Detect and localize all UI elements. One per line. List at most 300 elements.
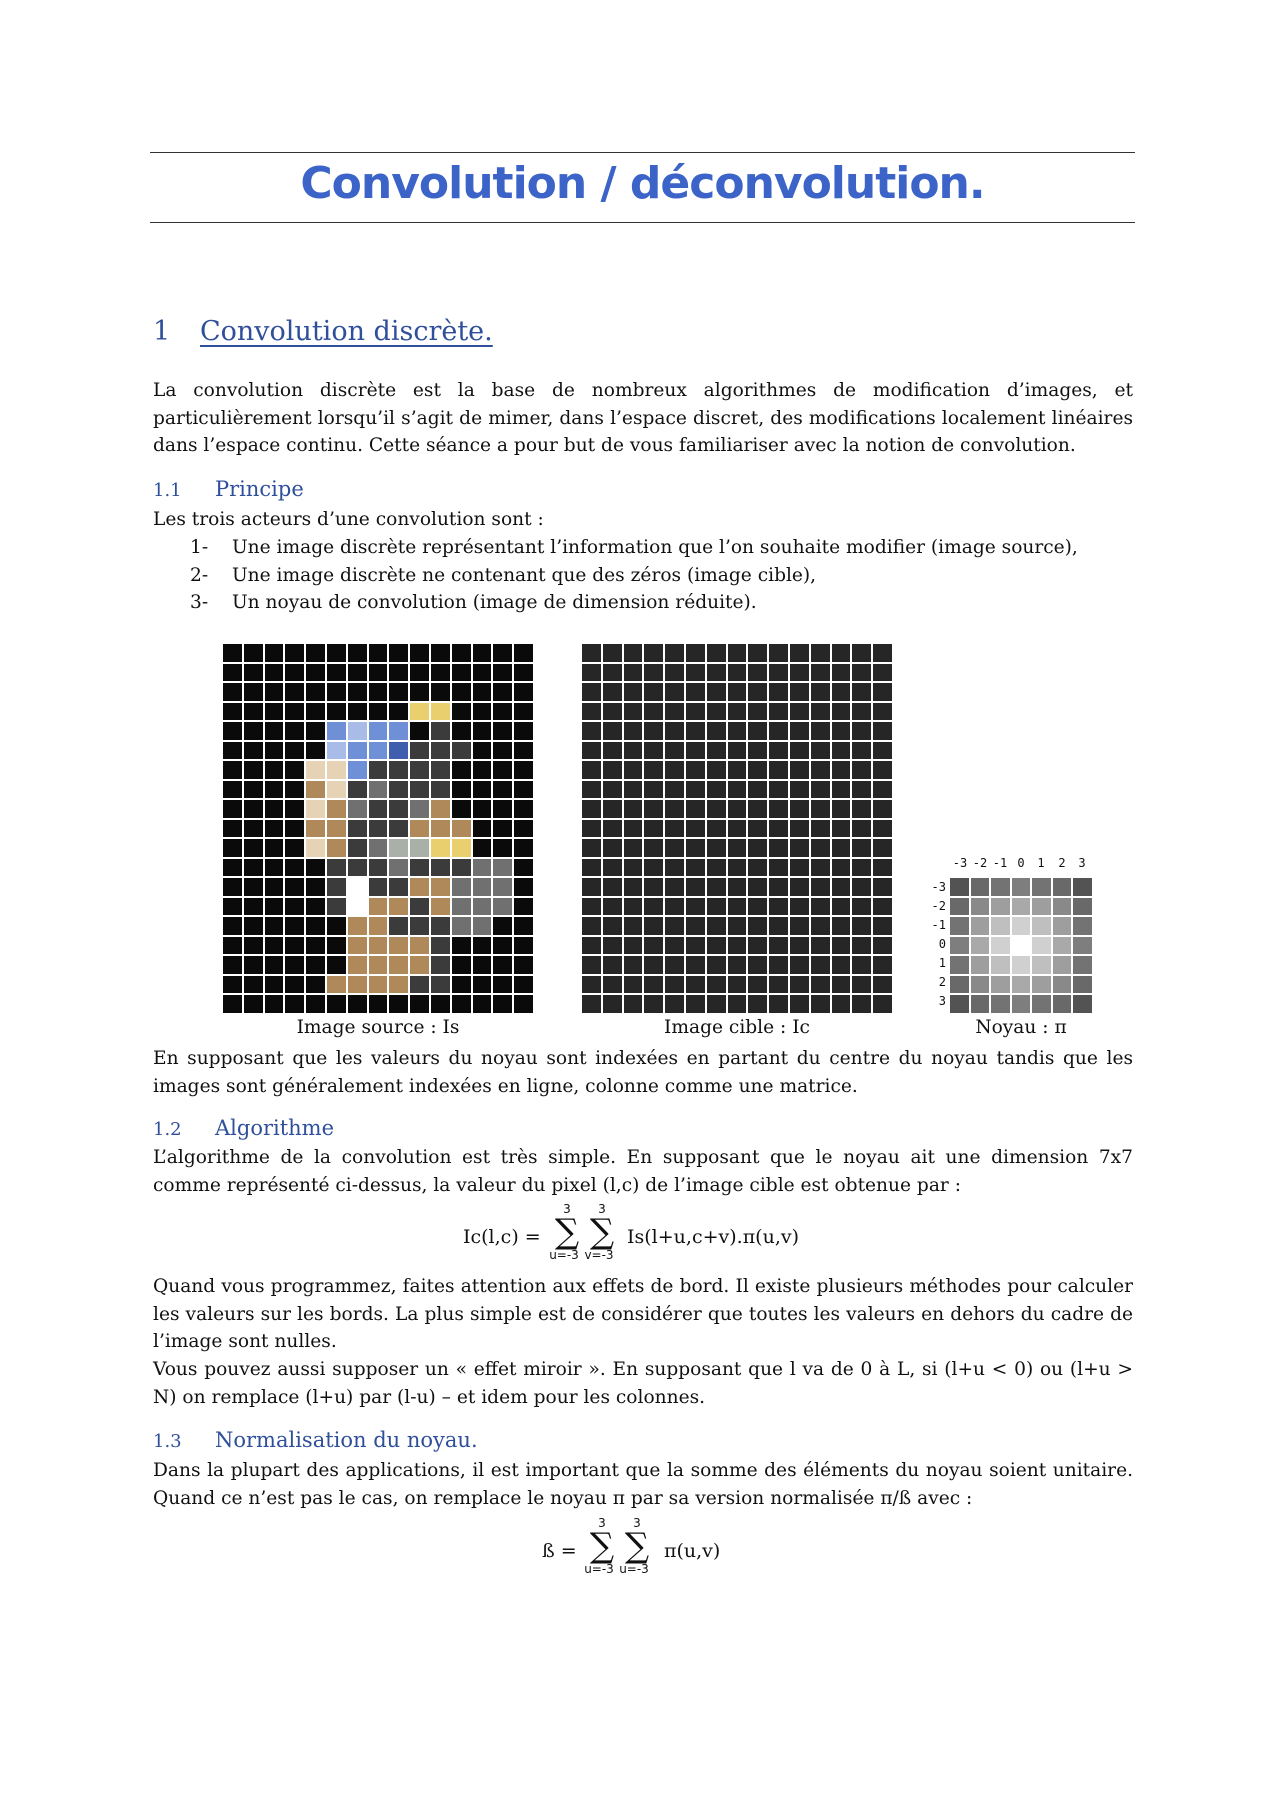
source-pixel — [369, 683, 388, 701]
target-pixel — [686, 664, 705, 682]
target-pixel — [728, 917, 747, 935]
source-pixel — [410, 820, 429, 838]
source-pixel — [223, 703, 242, 721]
source-pixel — [410, 781, 429, 799]
target-pixel — [728, 976, 747, 994]
target-pixel — [873, 859, 892, 877]
target-pixel — [624, 722, 643, 740]
source-pixel — [493, 781, 512, 799]
source-pixel — [369, 995, 388, 1013]
source-pixel — [369, 976, 388, 994]
kernel-cell — [950, 878, 969, 896]
target-pixel — [603, 995, 622, 1013]
source-pixel — [493, 742, 512, 760]
target-pixel — [873, 956, 892, 974]
target-pixel — [665, 664, 684, 682]
target-pixel — [769, 664, 788, 682]
kernel-cell — [950, 937, 969, 955]
source-pixel — [452, 820, 471, 838]
target-pixel — [582, 644, 601, 662]
source-pixel — [265, 878, 284, 896]
target-pixel — [644, 664, 663, 682]
source-pixel — [265, 722, 284, 740]
source-pixel — [514, 976, 533, 994]
source-pixel — [389, 839, 408, 857]
source-pixel — [473, 722, 492, 740]
target-pixel — [852, 859, 871, 877]
target-pixel — [852, 917, 871, 935]
source-pixel — [348, 820, 367, 838]
target-pixel — [832, 664, 851, 682]
target-pixel — [790, 742, 809, 760]
source-pixel — [369, 937, 388, 955]
target-pixel — [790, 664, 809, 682]
source-pixel — [410, 742, 429, 760]
normalization-para: Dans la plupart des applications, il est important que la somme des éléments du noyau soient unitaire. Quand ce n’est pas le cas, on remplace le noyau π par sa version normalisée π/ß avec : — [153, 1460, 1133, 1509]
source-pixel — [306, 800, 325, 818]
target-pixel — [665, 722, 684, 740]
target-pixel — [769, 995, 788, 1013]
target-pixel — [852, 644, 871, 662]
target-pixel — [686, 781, 705, 799]
source-pixel — [389, 820, 408, 838]
target-pixel — [811, 820, 830, 838]
target-pixel — [624, 898, 643, 916]
target-pixel — [603, 820, 622, 838]
kernel-cell — [950, 995, 969, 1013]
target-pixel — [769, 781, 788, 799]
source-pixel — [473, 839, 492, 857]
target-pixel — [748, 820, 767, 838]
source-pixel — [348, 859, 367, 877]
target-pixel — [790, 937, 809, 955]
target-pixel — [811, 703, 830, 721]
kernel-cell — [991, 956, 1010, 974]
source-pixel — [410, 839, 429, 857]
kernel-col-label: 3 — [1078, 856, 1086, 870]
source-pixel — [223, 956, 242, 974]
target-pixel — [873, 820, 892, 838]
kernel-cell — [950, 917, 969, 935]
source-pixel — [244, 859, 263, 877]
source-pixel — [327, 644, 346, 662]
target-pixel — [852, 956, 871, 974]
source-pixel — [410, 800, 429, 818]
target-pixel — [873, 722, 892, 740]
target-pixel — [769, 976, 788, 994]
source-pixel — [265, 859, 284, 877]
source-pixel — [431, 878, 450, 896]
sum-upper-bound: 3 — [633, 1516, 641, 1530]
source-pixel — [369, 800, 388, 818]
kernel-cell — [1012, 917, 1031, 935]
source-pixel — [244, 898, 263, 916]
target-pixel — [624, 956, 643, 974]
source-pixel — [389, 917, 408, 935]
target-pixel — [769, 742, 788, 760]
source-pixel — [265, 839, 284, 857]
target-pixel — [644, 937, 663, 955]
target-pixel — [748, 917, 767, 935]
source-pixel — [306, 761, 325, 779]
source-pixel — [348, 937, 367, 955]
target-pixel — [603, 683, 622, 701]
target-pixel — [603, 839, 622, 857]
source-pixel — [223, 937, 242, 955]
target-pixel — [728, 839, 747, 857]
target-pixel — [769, 859, 788, 877]
source-pixel — [265, 800, 284, 818]
source-pixel — [389, 976, 408, 994]
target-pixel — [769, 761, 788, 779]
target-pixel — [852, 937, 871, 955]
target-pixel — [665, 820, 684, 838]
target-pixel — [790, 722, 809, 740]
target-pixel — [603, 781, 622, 799]
source-pixel — [473, 683, 492, 701]
target-pixel — [582, 800, 601, 818]
source-pixel — [473, 644, 492, 662]
kernel-col-label: -2 — [972, 856, 988, 870]
source-pixel — [265, 703, 284, 721]
source-pixel — [389, 800, 408, 818]
kernel-cell — [1032, 995, 1051, 1013]
kernel-row-label: -3 — [931, 880, 946, 894]
source-pixel — [223, 742, 242, 760]
source-pixel — [327, 859, 346, 877]
kernel-cell — [1032, 937, 1051, 955]
source-pixel — [265, 898, 284, 916]
target-pixel — [686, 976, 705, 994]
target-pixel — [665, 839, 684, 857]
kernel-cell — [950, 956, 969, 974]
target-pixel — [873, 703, 892, 721]
sum-upper-bound: 3 — [598, 1202, 606, 1216]
source-pixel — [244, 781, 263, 799]
target-pixel — [707, 937, 726, 955]
source-pixel — [389, 878, 408, 896]
source-pixel — [389, 956, 408, 974]
target-pixel — [624, 859, 643, 877]
subsection-1-2-title: Algorithme — [215, 1116, 335, 1140]
source-pixel — [285, 703, 304, 721]
target-pixel — [873, 878, 892, 896]
target-pixel — [665, 976, 684, 994]
source-pixel — [410, 937, 429, 955]
source-pixel — [493, 995, 512, 1013]
source-pixel — [327, 683, 346, 701]
source-pixel — [306, 722, 325, 740]
target-pixel — [790, 800, 809, 818]
target-pixel — [624, 742, 643, 760]
sigma-glyph: ∑ — [554, 1212, 580, 1252]
sum-symbol — [617, 1516, 657, 1576]
target-pixel — [728, 742, 747, 760]
target-pixel — [582, 761, 601, 779]
target-pixel — [811, 878, 830, 896]
source-pixel — [473, 878, 492, 896]
source-pixel — [369, 781, 388, 799]
source-pixel — [410, 644, 429, 662]
target-pixel — [832, 644, 851, 662]
source-pixel — [452, 761, 471, 779]
target-pixel — [644, 859, 663, 877]
kernel-row-label: 3 — [938, 994, 946, 1008]
source-pixel — [265, 781, 284, 799]
target-pixel — [769, 898, 788, 916]
source-pixel — [410, 761, 429, 779]
source-pixel — [473, 859, 492, 877]
target-caption: Image cible : Ic — [664, 1017, 810, 1038]
target-pixel — [728, 995, 747, 1013]
source-pixel — [306, 644, 325, 662]
source-pixel — [452, 703, 471, 721]
kernel-row-label: -1 — [931, 918, 946, 932]
target-pixel — [790, 976, 809, 994]
source-pixel — [389, 664, 408, 682]
target-pixel — [603, 742, 622, 760]
kernel-row-label: 1 — [938, 956, 946, 970]
target-pixel — [790, 781, 809, 799]
sum-lower-bound: v=-3 — [584, 1248, 614, 1262]
target-pixel — [624, 703, 643, 721]
target-pixel — [644, 995, 663, 1013]
source-pixel — [348, 644, 367, 662]
target-pixel — [644, 800, 663, 818]
source-pixel — [493, 683, 512, 701]
kernel-cell — [1012, 995, 1031, 1013]
source-pixel — [306, 898, 325, 916]
kernel-cell — [1012, 956, 1031, 974]
target-pixel — [707, 898, 726, 916]
source-pixel — [514, 800, 533, 818]
target-pixel — [603, 956, 622, 974]
target-pixel — [644, 781, 663, 799]
target-pixel — [665, 781, 684, 799]
target-pixel — [582, 781, 601, 799]
kernel-cell — [1032, 976, 1051, 994]
source-pixel — [493, 820, 512, 838]
target-pixel — [728, 664, 747, 682]
source-pixel — [265, 742, 284, 760]
source-pixel — [348, 917, 367, 935]
target-pixel — [832, 878, 851, 896]
target-pixel — [873, 898, 892, 916]
target-pixel — [686, 937, 705, 955]
target-pixel — [832, 722, 851, 740]
document-title: Convolution / déconvolution. — [300, 158, 985, 209]
source-pixel — [285, 839, 304, 857]
source-pixel — [306, 703, 325, 721]
source-pixel — [431, 820, 450, 838]
target-pixel — [644, 976, 663, 994]
kernel-cell — [971, 976, 990, 994]
source-pixel — [285, 781, 304, 799]
kernel-cell — [1073, 917, 1092, 935]
target-pixel — [582, 917, 601, 935]
source-pixel — [431, 976, 450, 994]
source-pixel — [514, 781, 533, 799]
target-pixel — [665, 995, 684, 1013]
target-pixel — [852, 781, 871, 799]
source-pixel — [431, 722, 450, 740]
target-pixel — [686, 878, 705, 896]
target-pixel — [644, 820, 663, 838]
source-pixel — [452, 839, 471, 857]
target-pixel — [582, 703, 601, 721]
source-pixel — [389, 703, 408, 721]
target-pixel — [707, 839, 726, 857]
target-pixel — [769, 917, 788, 935]
source-pixel — [369, 898, 388, 916]
sum-lower-bound: u=-3 — [584, 1562, 614, 1576]
source-pixel — [348, 683, 367, 701]
target-pixel — [665, 878, 684, 896]
kernel-grid — [950, 878, 1092, 1013]
indexing-note: En supposant que les valeurs du noyau sont indexées en partant du centre du noyau tandis que les images sont généralement indexées en ligne, colonne comme une matrice. — [153, 1048, 1133, 1097]
target-pixel — [832, 937, 851, 955]
source-pixel — [244, 703, 263, 721]
target-pixel — [769, 937, 788, 955]
source-pixel — [327, 937, 346, 955]
target-pixel — [728, 878, 747, 896]
kernel-cell — [950, 898, 969, 916]
target-pixel — [603, 703, 622, 721]
kernel-cell — [1032, 878, 1051, 896]
sum-symbol — [582, 1202, 622, 1262]
title-top-rule — [150, 152, 1135, 153]
target-pixel — [603, 976, 622, 994]
target-pixel — [852, 800, 871, 818]
source-pixel — [327, 800, 346, 818]
target-pixel — [603, 644, 622, 662]
source-pixel — [452, 859, 471, 877]
source-pixel — [514, 917, 533, 935]
target-pixel — [665, 742, 684, 760]
target-pixel — [582, 683, 601, 701]
target-pixel — [748, 995, 767, 1013]
kernel-cell — [991, 937, 1010, 955]
target-pixel — [707, 722, 726, 740]
target-pixel — [769, 703, 788, 721]
source-pixel — [244, 995, 263, 1013]
source-pixel — [285, 937, 304, 955]
target-pixel — [665, 761, 684, 779]
kernel-cell — [1032, 917, 1051, 935]
source-pixel — [493, 859, 512, 877]
sigma-glyph: ∑ — [589, 1212, 615, 1252]
source-pixel — [431, 800, 450, 818]
target-pixel — [832, 742, 851, 760]
target-pixel — [624, 820, 643, 838]
target-pixel — [707, 859, 726, 877]
target-pixel — [707, 683, 726, 701]
source-pixel — [452, 995, 471, 1013]
target-pixel — [790, 917, 809, 935]
source-pixel — [244, 683, 263, 701]
source-pixel — [223, 722, 242, 740]
source-pixel — [369, 664, 388, 682]
sum-lower-bound: u=-3 — [619, 1562, 649, 1576]
source-pixel — [452, 742, 471, 760]
source-pixel — [431, 781, 450, 799]
target-pixel — [603, 859, 622, 877]
target-image-grid — [582, 644, 892, 1013]
source-pixel — [244, 820, 263, 838]
target-pixel — [748, 644, 767, 662]
list-item-text: Un noyau de convolution (image de dimension réduite). — [232, 592, 757, 613]
target-pixel — [603, 761, 622, 779]
source-pixel — [306, 781, 325, 799]
source-pixel — [285, 976, 304, 994]
source-pixel — [265, 761, 284, 779]
source-pixel — [223, 800, 242, 818]
source-pixel — [389, 898, 408, 916]
target-pixel — [582, 859, 601, 877]
target-pixel — [686, 995, 705, 1013]
target-pixel — [748, 664, 767, 682]
target-pixel — [624, 664, 643, 682]
source-pixel — [452, 878, 471, 896]
source-pixel — [431, 664, 450, 682]
target-pixel — [707, 878, 726, 896]
source-pixel — [285, 820, 304, 838]
kernel-cell — [971, 937, 990, 955]
target-pixel — [728, 644, 747, 662]
target-pixel — [624, 683, 643, 701]
kernel-cell — [1053, 878, 1072, 896]
source-pixel — [306, 839, 325, 857]
principle-lead: Les trois acteurs d’une convolution sont : — [153, 509, 544, 530]
target-pixel — [707, 995, 726, 1013]
target-pixel — [748, 781, 767, 799]
target-pixel — [665, 898, 684, 916]
target-pixel — [811, 722, 830, 740]
target-pixel — [748, 937, 767, 955]
source-pixel — [327, 742, 346, 760]
source-pixel — [244, 839, 263, 857]
section-1-title: Convolution discrète. — [200, 316, 493, 347]
kernel-col-label: 2 — [1058, 856, 1066, 870]
target-pixel — [852, 898, 871, 916]
target-pixel — [832, 898, 851, 916]
target-pixel — [707, 644, 726, 662]
source-pixel — [431, 995, 450, 1013]
target-pixel — [873, 644, 892, 662]
sigma-glyph: ∑ — [624, 1526, 650, 1566]
list-item — [190, 534, 1078, 562]
kernel-cell — [1073, 878, 1092, 896]
target-pixel — [790, 644, 809, 662]
source-pixel — [369, 917, 388, 935]
source-pixel — [452, 898, 471, 916]
target-pixel — [728, 781, 747, 799]
kernel-cell — [1053, 917, 1072, 935]
target-pixel — [832, 976, 851, 994]
target-pixel — [790, 761, 809, 779]
target-pixel — [790, 956, 809, 974]
target-pixel — [852, 878, 871, 896]
source-pixel — [514, 644, 533, 662]
target-pixel — [852, 976, 871, 994]
source-pixel — [410, 898, 429, 916]
source-pixel — [348, 878, 367, 896]
target-pixel — [832, 800, 851, 818]
source-pixel — [473, 761, 492, 779]
target-pixel — [873, 839, 892, 857]
source-pixel — [306, 820, 325, 838]
source-pixel — [348, 839, 367, 857]
